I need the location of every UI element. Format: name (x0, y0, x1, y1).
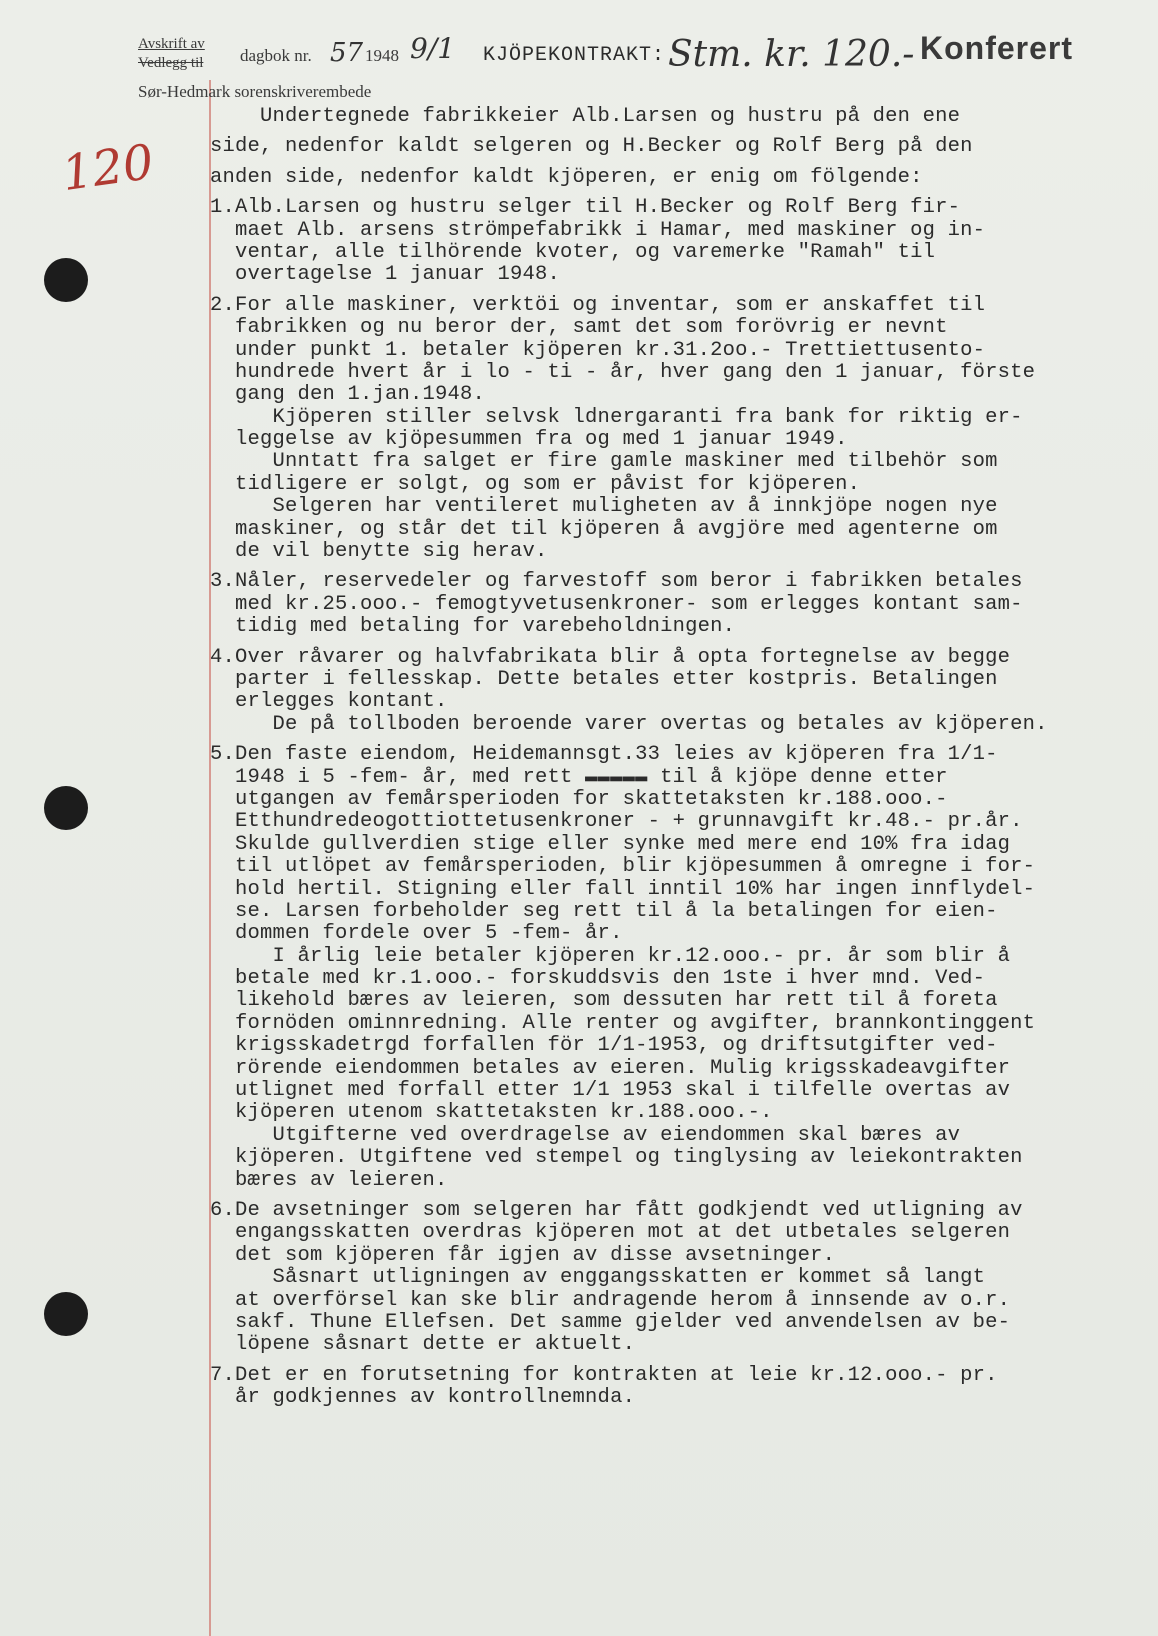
document-title: KJÖPEKONTRAKT: (483, 44, 666, 67)
text-line: 4.Over råvarer og halvfabrikata blir å opta fortegnelse av begge (210, 645, 1011, 669)
dagbok-label: dagbok nr. (240, 46, 312, 65)
punch-hole-top (44, 258, 88, 302)
text-line: hundrede hvert år i lo - ti - år, hver gang den 1 januar, förste (210, 360, 1036, 384)
text-line: rörende eiendommen betales av eieren. Mulig krigsskadeavgifter (210, 1056, 1011, 1080)
text-line: 1948 i 5 -fem- år, med rett ▬▬▬▬▬ til å kjöpe denne etter (210, 765, 948, 789)
text-line: år godkjennes av kontrollnemnda. (210, 1386, 636, 1410)
text-line: med kr.25.ooo.- femogtyvetusenkroner- som erlegges kontant sam- (210, 592, 1023, 616)
text-line: 5.Den faste eiendom, Heidemannsgt.33 leies av kjöperen fra 1/1- (210, 743, 998, 767)
stamp-avskrift: Avskrift av (138, 36, 205, 52)
text-line: overtagelse 1 januar 1948. (210, 263, 561, 287)
date-handwritten: 9/1 (410, 32, 456, 65)
contract-body (210, 106, 1130, 1409)
text-line: likehold bæres av leieren, som dessuten har rett til å foreta (210, 989, 998, 1013)
text-line: Etthundredeogottiottetusenkroner - + grunnavgift kr.48.- pr.år. (210, 810, 1023, 834)
text-line: engangsskatten overdras kjöperen mot at det utbetales selgeren (210, 1221, 1011, 1245)
text-line: erlegges kontant. (210, 690, 448, 714)
text-line: side, nedenfor kaldt selgeren og H.Becker og Rolf Berg på den (210, 135, 973, 159)
handwritten-fee: Stm. kr. 120.- (668, 34, 915, 75)
punch-hole-middle (44, 786, 88, 830)
text-line: til utlöpet av femårsperioden, blir kjöpesummen å omregne i for- (210, 855, 1036, 879)
stamp-vedlegg: Vedlegg til (138, 55, 204, 71)
text-line: leggelse av kjöpesummen fra og med 1 januar 1949. (210, 428, 848, 452)
text-line: de vil benytte sig herav. (210, 540, 548, 564)
text-line: kjöperen. Utgiftene ved stempel og tinglysing av leiekontrakten (210, 1146, 1023, 1170)
text-line: Selgeren har ventileret muligheten av å innkjöpe nogen nye (210, 495, 998, 519)
text-line: löpene såsnart dette er aktuelt. (210, 1333, 636, 1357)
text-line: fabrikken og nu beror der, samt det som forövrig er nevnt (210, 316, 948, 340)
text-line: utlignet med forfall etter 1/1 1953 skal i tilfelle overtas av (210, 1079, 1011, 1103)
text-line: at overförsel kan ske blir andragende herom å innsende av o.r. (210, 1288, 1011, 1312)
text-line: Utgifterne ved overdragelse av eiendommen skal bæres av (210, 1123, 961, 1147)
text-line: gang den 1.jan.1948. (210, 383, 486, 407)
text-line: utgangen av femårsperioden for skattetaksten kr.188.ooo.- (210, 787, 948, 811)
text-line: krigsskadetrgd forfallen för 1/1-1953, og driftsutgifter ved- (210, 1034, 998, 1058)
text-line: Undertegnede fabrikkeier Alb.Larsen og hustru på den ene (210, 105, 961, 128)
text-line: 6.De avsetninger som selgeren har fått godkjendt ved utligning av (210, 1198, 1023, 1222)
text-line: kjöperen utenom skattetaksten kr.188.ooo.-. (210, 1101, 773, 1125)
text-line: betale med kr.1.ooo.- forskuddsvis den 1ste i hver mnd. Ved- (210, 967, 986, 991)
text-line: 7.Det er en forutsetning for kontrakten at leie kr.12.ooo.- pr. (210, 1363, 998, 1387)
text-line: 2.For alle maskiner, verktöi og inventar, som er anskaffet til (210, 293, 986, 317)
text-line: Såsnart utligningen av enggangsskatten er kommet så langt (210, 1266, 986, 1290)
text-line: anden side, nedenfor kaldt kjöperen, er enig om fölgende: (210, 165, 923, 189)
text-line: hold hertil. Stigning eller fall inntil 10% har ingen innflydel- (210, 877, 1036, 901)
office-stamp: Sør-Hedmark sorenskriverembede (138, 82, 372, 101)
text-line: Kjöperen stiller selvsk ldnergaranti fra bank for riktig er- (210, 405, 1023, 429)
konferert-stamp: Konferert (920, 30, 1074, 66)
text-line: tidligere er solgt, og som er påvist for kjöperen. (210, 472, 861, 496)
text-line: dommen fordele over 5 -fem- år. (210, 922, 623, 946)
text-line: det som kjöperen får igjen av disse avsetninger. (210, 1243, 836, 1267)
text-line: sakf. Thune Ellefsen. Det samme gjelder ved anvendelsen av be- (210, 1310, 1011, 1334)
text-line: bæres av leieren. (210, 1168, 448, 1192)
text-line: De på tollboden beroende varer overtas og betales av kjöperen. (210, 712, 1048, 736)
text-line: under punkt 1. betaler kjöperen kr.31.2oo.- Trettiettusento- (210, 338, 986, 362)
text-line: I årlig leie betaler kjöperen kr.12.ooo.- pr. år som blir å (210, 944, 1011, 968)
dagbok-number: 57 (330, 38, 364, 68)
text-line: parter i fellesskap. Dette betales etter kostpris. Betalingen (210, 667, 998, 691)
margin-number: 120 (58, 133, 158, 203)
text-line: Unntatt fra salget er fire gamle maskiner med tilbehör som (210, 450, 998, 474)
text-line: se. Larsen forbeholder seg rett til å la betalingen for eien- (210, 899, 998, 923)
year: 1948 (365, 46, 399, 65)
text-line: maet Alb. arsens strömpefabrikk i Hamar, med maskiner og in- (210, 218, 986, 242)
text-line: fornöden ominnredning. Alle renter og avgifter, brannkontinggent (210, 1011, 1036, 1035)
text-line: maskiner, og står det til kjöperen å avgjöre med agenterne om (210, 517, 998, 541)
text-line: ventar, alle tilhörende kvoter, og varemerke "Ramah" til (210, 240, 936, 264)
text-line: 1.Alb.Larsen og hustru selger til H.Becker og Rolf Berg fir- (210, 196, 961, 220)
text-line: tidig med betaling for varebeholdningen. (210, 615, 736, 639)
text-line: 3.Nåler, reservedeler og farvestoff som beror i fabrikken betales (210, 570, 1023, 594)
text-line: Skulde gullverdien stige eller synke med mere end 10% fra idag (210, 832, 1011, 856)
punch-hole-bottom (44, 1292, 88, 1336)
